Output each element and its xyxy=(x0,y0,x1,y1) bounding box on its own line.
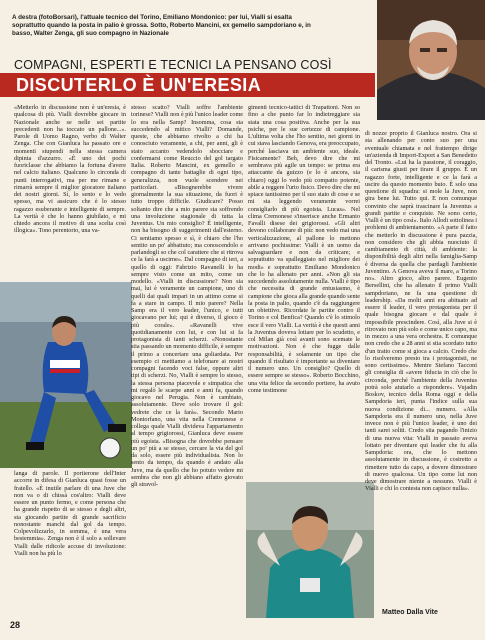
column-1-bottom xyxy=(14,470,126,608)
column-2 xyxy=(131,104,243,612)
column-1-top xyxy=(14,104,126,280)
column-3-text: gimenti tecnico-tattici di Trapattoni. Non so fino a che punto far lo indietreggiare sia stata una cosa positiva. Anche per la sua psiche, per le sue certezze di campione. L'ultima volta che l'ho sentito, nei giorni in cui stava lasciando Genova, era preoccupato, perché lasciava un ambiente suo, ideale. Fisicamente? Beh, devo dire che mi sembrava più agile un tempo: se prima era attaccante da guizzo (e lo è ancora, sia chiaro) oggi lo vedo più compatto potente, abile a reggere l'urto fisico. Devo dire che mi spiace tantissimo per il suo stato di cose e se mi sta leggendo veramente vorrei consigliarlo di più egoista. Lucas». Nel clima Cremonese s'inserisce anche Ermanio Favalli disese dei grigiorossi. «Gli altri devono collaborare di più: non vedo mai una verticalizzazione, al pallone lo mettono arrivano pochissime: Vialli è un uomo da salvaguardare e non da criticare; e soprattutto va spalleggiato nel migliore dei modi» e soprattutto Emiliano Mondonico che lo ha allenato per anni. «Non gli sta succedendo assolutamente nulla. Vialli è tipo che necessita di grande entusiasmo, è campione che gioca alla grande quando sente la posta in palio, quando c'è da raggiungere un obiettivo. Ricordate le partite contro il Torino e col Benfica? Quando c'è lo stimolo esce il vero Vialli. La verità è che questi anni la Juventus doveva lottare per lo scudetto, e col Milan già così avanti sono scemate le motivazioni. Non è che fugge dalle responsabilità, è solamente un tipo che quando il risultato è importante sa diventare il numero uno. Un consiglio? Quello di essere sempre se stesso». Roberto Bocchino, una vita felice da secondo portiere, ha avuto come testimone xyxy=(248,104,360,394)
column-2-text: stesso scatto? Vialli soffre l'ambiente torinese? Vialli non è più l'unico leader come lo era nella Samp? Insomma, cosa sta succedendo al mitico Vialli? Domande, queste, che abbiamo rivolto a chi ha conosciuto veramente, a chi, per anni, gli è stato accanto vedendolo sbocciare e confermarsi come Reuccio del gol targato Italia. Roberto Mancini, ex gemello e compagno di tante battaglie di ogni tipo, generalizza, non vuole scendere nei particolari. «Bisognerebbe vivere giornalmente la sua situazione, da fuori è tutto troppo difficile. Giudicare? Posso soltanto dire che a mio parere sta soffrendo una involuzione stagionale di tutta la Juventus. Un mio consiglio? È intelligente, non ha bisogno di suggerimenti dall'esterno. Ci sentiamo spesso e sì, è chiaro che l'ho sentito un po' abbattuto; ma conoscendolo e parlandogli so che col carattere che si ritrova ce la farà a uscirne». Dal compagno di ieri, a quello di oggi: Fabrizio Ravanelli lo ha sempre visto come un mito, come un modello. «Vialli in discussione? Non sia mai, lui è veramente un campione, uno di quelli dai quali impari in un attimo come si fa a stare in campo. Il mio parere? Nella Samp era il vero leader, l'unico, e tutti giocavano per lui; qui è diverso, il gioco è più corale». «Ravanelli vive quotidianamente con lui, e con lui si fa protagonista di tanti scherzi. «Nonostante stia passando un momento difficile, è sempre il primo a concertare una goliardata. Per esempio ci mettiamo a telefonare ai nostri compagni facendo voci false, oppure altri tipi di scherzi. No, Vialli è sempre lo stesso, la stessa persona piacevole e simpatica che mi regalò le scarpe anni e anni fa, quando giocavo nel Perugia. Non è cambiato, assolutamente. Deve solo trovare il gol: vedrete che ce la farà». Secondo Mario Montorfano, una vita nella Cremonese e collega quale Vialli divideva l'appartamento al tempo grigiorossi, Gianluca deve essere più egoista. «Bisogna che dovrebbe pensare un po' più a se stesso, cercare la via del gol da solo, essere più individualista. Non lo sento da tempo, da quando è andato alla Juve, ma da quello che ho potuto vedere mi sembra che non gli abbiano affatto giovato gli stravol- xyxy=(131,104,243,488)
column-1-text: «Metterlo in discussione non è un'eresia, è qualcosa di più. Vialli dovrebbe giocare in Nazionale anche se nelle sei partite precedenti non ha toccato un pallone...». Parole di Uomo Ragno, verbo di Walter Zenga. Che con Gianluca ha passato ore e momenti stupendi nella stessa camera dipinta d'azzurro. «È uno dei pochi fuoriclasse che abbiamo la fortuna d'avere nel calcio italiano. Qualcuno lo circonda di punti interrogativi, ma per me rimane e rimarrà sempre il miglior giocatore italiano dei nostri giorni. Sì, lo sento e lo vedo spesso, ma vi assicuro che è lo stesso ragazzo esuberante e intelligente di sempre. La verità è che lo hanno giubilato, e mi chiedo ancora il motivo di una scelta così illogica». Tono perentorio, una va- xyxy=(14,104,126,235)
column-4 xyxy=(365,130,477,606)
photo-caption: A destra (fotoBorsari), l'attuale tecnico del Torino, Emiliano Mondonico: per lui, Vialli si esalta soprattutto quando la posta in palio è grossa. Sotto, Roberto Mancini, ex gemello sampdoriano e, in basso, Walter Zenga, gli suo compagno in Nazionale xyxy=(12,14,311,38)
article-kicker: COMPAGNI, ESPERTI E TECNICI LA PENSANO COSÌ xyxy=(14,58,332,72)
author-signature: Matteo Dalla Vite xyxy=(382,609,438,616)
portrait-photo-mondonico xyxy=(377,0,485,120)
column-1-bottom-text: langa di parole. Il portierone dell'Inter accorre in difesa di Gianluca quasi fosse un fratello. «È inutile parlare di una Juve che non va o di chissà cos'altro: Vialli deve essere un punto fermo, e come persona che ha grande rispetto di se stesso e degli altri, sta giocando partite di grande sacrificio nonostante manchi dal gol da tempo. Colpevolizzarlo, in somma, è una vera bestemmia». Zenga non è il solo a sollevare Vialli dalle ridicole accuse di involuzione: Vialli non ha più lo xyxy=(14,470,126,557)
page-number: 28 xyxy=(10,620,21,630)
article-headline: DISCUTERLO È UN'ERESIA xyxy=(16,75,262,95)
column-4-text: di nozze proprio il Gianluca nostro. Ora si sta allenando per conto suo per una eventuale chiamata e nel frattempo dirige un'azienda di Import-Export a San Benedetto del Tronto. «Lui ha la passione, il coraggio, il carisma giusti per tirare il gruppo. È un ragazzo forte, intelligente e ce la farà a uscire da questo momento buio. È solo una questione di squadra: si mole la Juve, non gira bene lui. Tutto qui. E non comunque convinto che saprà trascinare la Juventus a grandi partite e conquiste. Ne sono certo, Vialli è un tipo così». Italo Allodi sottolinea i problemi di ambientamento. «A parte il fatto che metterlo in discussione è pura pazzia, non considero che gli abbia nuociuto il cambiamento di città, di ambiente: la disponibilità degli altri nella famiglia-Samp è diversa da quella che pardagli l'ambiente Juventino. A Genova aveva il mare, a Torino no». Altro gioco, altro parere. Eugenio Bersellini, che ha allenato il primo Vialli sampdoriano, ne fa una questione di leadership. «Da molti anni era abituato ad essere il leader, il vero protagonista per il quale bisogna giocare e dal quale è impossibile prescindere. Così, alla Juve si è ritrovato non più solo e come unico capo, ma in mezzo a una vera orchestra. E comunque non credo che a 28 anni si stia scordato tutto d'un tratto come si gioca a calcio. Credo che lo risolveremo presto tra i protagonisti, ne sono certissimo». Mentre Stefano Tacconi gli consiglia di «avere fiducia in ciò che lo circonda, perché l'ambiente della Juventus potrà solo aiutarlo a rispondere». Vujadin Boskov, tecnico della Roma oggi e della Sampdoria ieri, punta l'indice sulla sua nuova condizione di... numero. «Alla Sampdoria era il numero uno, nella Juve invece non è più l'unico leader, è uno dei tanti sarei soliti. Credo stia pagando l'inizio di una nuova vita: Vialli in passato aveva lottato per diventare qui leader che fu alla Sampdoria: ora, che lo mettono assolutamente in discussione, è costretto a rimettere tutto da capo, a dovere dimostrare di nuovo qualcosa. Un tipo come lui non deve dimostrare niente a nessuno. Vialli è Vialli e chi lo contesta non capisce nulla». xyxy=(365,130,477,493)
action-photo-zenga xyxy=(246,482,374,618)
action-photo-mancini xyxy=(0,282,132,468)
column-3-top xyxy=(248,104,360,474)
